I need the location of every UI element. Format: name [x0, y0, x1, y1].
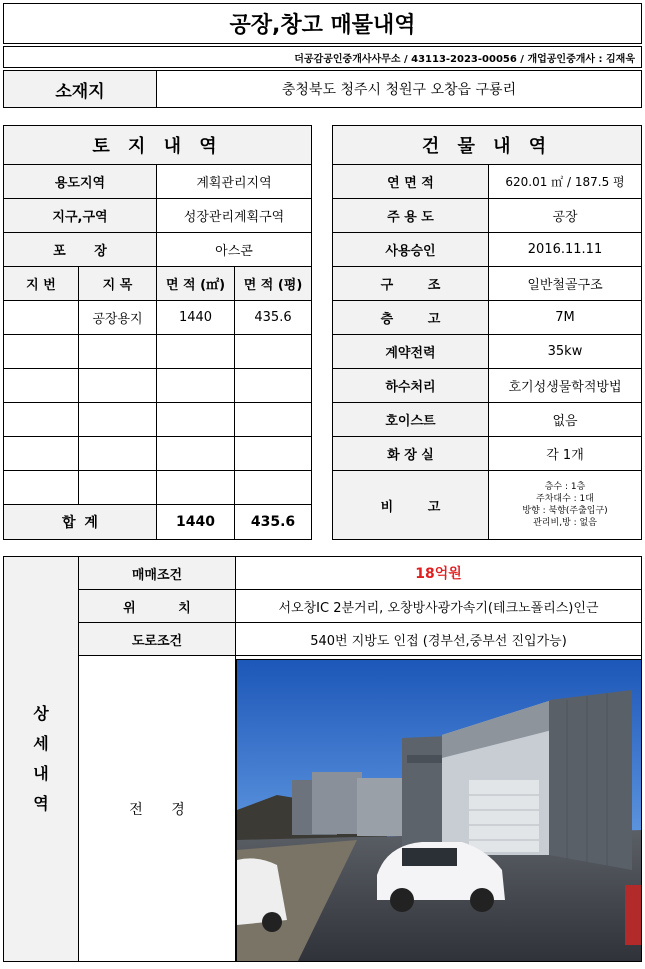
table-cell [3, 436, 79, 471]
details-char: 내 [33, 764, 49, 783]
building-main-use-label: 주 용 도 [332, 198, 489, 233]
building-floor-area-value: 620.01 ㎡ / 187.5 평 [488, 164, 642, 199]
road-value: 540번 지방도 인접 (경부선,중부선 진입가능) [235, 622, 642, 656]
land-row-category: 공장용지 [78, 300, 157, 335]
table-cell [78, 334, 157, 369]
land-use-area-label: 용도지역 [3, 164, 157, 199]
land-total-pyeong: 435.6 [234, 504, 312, 540]
land-row-lot [3, 300, 79, 335]
table-cell [3, 470, 79, 505]
building-sewage-label: 하수처리 [332, 368, 489, 403]
land-pavement-value: 아스콘 [156, 232, 312, 267]
table-cell [156, 470, 235, 505]
building-approval-label: 사용승인 [332, 232, 489, 267]
view-label: 전 경 [78, 655, 236, 962]
table-cell [234, 470, 312, 505]
land-pavement-label: 포 장 [3, 232, 157, 267]
building-sewage-value: 호기성생물학적방법 [488, 368, 642, 403]
position-value: 서오창IC 2분거리, 오창방사광가속기(테크노폴리스)인근 [235, 589, 642, 623]
table-cell [3, 368, 79, 403]
land-use-area-value: 계획관리지역 [156, 164, 312, 199]
building-remarks-label: 비 고 [332, 470, 489, 540]
building-power-value: 35kw [488, 334, 642, 369]
building-hoist-value: 없음 [488, 402, 642, 437]
remark-line: 관리비,방 : 없음 [533, 518, 597, 528]
col-area-sqm: 면 적 (㎡) [156, 266, 235, 301]
building-structure-value: 일반철골구조 [488, 266, 642, 301]
table-cell [3, 402, 79, 437]
land-total-sqm: 1440 [156, 504, 235, 540]
building-toilet-label: 화 장 실 [332, 436, 489, 471]
col-area-pyeong: 면 적 (평) [234, 266, 312, 301]
land-district-value: 성장관리계획구역 [156, 198, 312, 233]
land-row-pyeong: 435.6 [234, 300, 312, 335]
remark-line: 층수 : 1층 [544, 482, 586, 492]
road-label: 도로조건 [78, 622, 236, 656]
details-char: 상 [33, 704, 49, 723]
office-info: 더공감공인중개사사무소 / 43113-2023-00056 / 개업공인중개사 : 김재욱 [3, 46, 642, 68]
details-char: 역 [33, 794, 49, 813]
land-header: 토 지 내 역 [3, 125, 312, 165]
table-cell [3, 334, 79, 369]
table-cell [156, 436, 235, 471]
remark-line: 방향 : 북향(주출입구) [522, 506, 608, 516]
table-cell [234, 368, 312, 403]
building-height-label: 층 고 [332, 300, 489, 335]
building-hoist-label: 호이스트 [332, 402, 489, 437]
col-lot-number: 지 번 [3, 266, 79, 301]
remark-line: 주차대수 : 1대 [536, 494, 594, 504]
land-row-sqm: 1440 [156, 300, 235, 335]
building-main-use-value: 공장 [488, 198, 642, 233]
land-district-label: 지구,구역 [3, 198, 157, 233]
page-title: 공장,창고 매물내역 [3, 3, 642, 44]
building-floor-area-label: 연 면 적 [332, 164, 489, 199]
price-label: 매매조건 [78, 556, 236, 590]
building-remarks-value [488, 470, 642, 540]
building-power-label: 계약전력 [332, 334, 489, 369]
building-approval-value: 2016.11.11 [488, 232, 642, 267]
table-cell [156, 334, 235, 369]
table-cell [78, 402, 157, 437]
location-value: 충청북도 청주시 청원구 오창읍 구룡리 [156, 70, 642, 108]
details-char: 세 [33, 734, 49, 753]
position-label: 위 치 [78, 589, 236, 623]
table-cell [78, 436, 157, 471]
factory-photo [236, 659, 642, 962]
location-label: 소재지 [3, 70, 157, 108]
table-cell [234, 402, 312, 437]
table-cell [156, 402, 235, 437]
building-toilet-value: 각 1개 [488, 436, 642, 471]
details-side-label [3, 556, 79, 962]
table-cell [234, 334, 312, 369]
table-cell [156, 368, 235, 403]
building-structure-label: 구 조 [332, 266, 489, 301]
table-cell [234, 436, 312, 471]
col-land-category: 지 목 [78, 266, 157, 301]
building-header: 건 물 내 역 [332, 125, 642, 165]
table-cell [78, 368, 157, 403]
price-value: 18억원 [235, 556, 642, 590]
building-height-value: 7M [488, 300, 642, 335]
table-cell [78, 470, 157, 505]
land-total-label: 합 계 [3, 504, 157, 540]
